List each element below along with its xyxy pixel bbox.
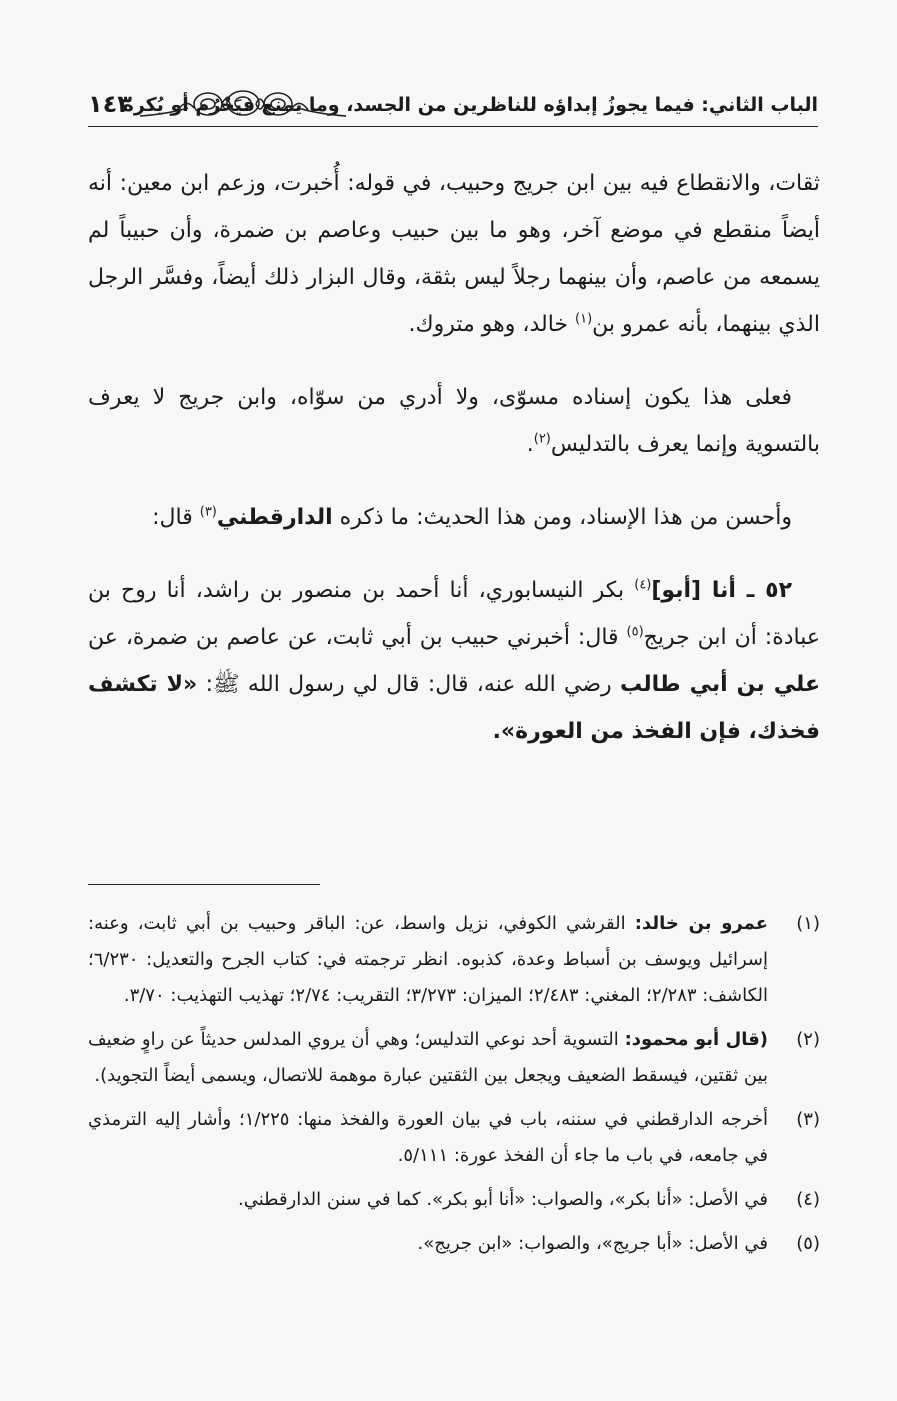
- paragraph-text: .: [526, 432, 534, 457]
- hadith-paragraph: [88, 567, 820, 755]
- paragraph: [88, 374, 820, 468]
- footnote: [88, 1182, 820, 1218]
- footnote-text: أخرجه الدارقطني في سننه، باب في بيان العورة والفخذ منها: ١/٢٢٥؛ وأشار إليه الترمذي في جامعه، في باب ما جاء أن الفخذ عورة: ٥/١١١.: [88, 1109, 768, 1166]
- footnote-reference: (١): [575, 311, 593, 327]
- footnote-text: القرشي الكوفي، نزيل واسط، عن: الباقر وحبيب بن أبي ثابت، وعنه: إسرائيل ويوسف بن أسباط وعدة، كذبوه. انظر ترجمته في: كتاب الجرح والتعديل: ٦/٢٣٠؛ الكاشف: ٢/٢٨٣؛ المغني: ٢/٤٨٣؛ الميزان: ٣/٢٧٣؛ التقريب: ٢/٧٤؛ تهذيب التهذيب: ٣/٧٠.: [88, 913, 768, 1006]
- narrator-name: علي بن أبي طالب: [620, 672, 820, 697]
- footnote: [88, 906, 820, 1014]
- footnote-text: التسوية أحد نوعي التدليس؛ وهي أن يروي المدلس حديثاً عن راوٍ ضعيف بين ثقتين، فيسقط الضعيف ويجعل بين الثقتين عبارة موهمة للاتصال، ويسمى أيضاً التجويد).: [88, 1029, 768, 1086]
- paragraph-text: ثقات، والانقطاع فيه بين ابن جريج وحبيب، في قوله: أُخبرت، وزعم ابن معين: أنه أيضاً منقطع في موضع آخر، وهو ما بين حبيب وعاصم بن ضمرة، وأن حبيباً لم يسمعه من عاصم، وأن بينهما رجلاً ليس بثقة، وقال البزار ذلك أيضاً، وفسَّر الرجل الذي بينهما، بأنه عمرو بن: [88, 171, 820, 337]
- paragraph-text: خالد، وهو متروك.: [408, 312, 576, 337]
- decorative-ornament-icon: [138, 88, 348, 122]
- footnote-reference: (٥): [626, 624, 644, 640]
- paragraph: [88, 494, 820, 541]
- paragraph-text: رضي الله عنه، قال: قال لي رسول الله ﷺ:: [205, 672, 621, 697]
- chapter-title: الباب الثاني: فيما يجوزُ إبداؤه للناظرين من الجسد، وما يمنع فيَحْرُم أو يُكره: [122, 94, 818, 116]
- footnote-reference: (٤): [634, 577, 652, 593]
- header-divider: [88, 126, 818, 127]
- paragraph-text: قال: أخبرني حبيب بن أبي ثابت، عن عاصم بن ضمرة، عن: [88, 625, 627, 650]
- footnote: [88, 1226, 820, 1262]
- footnote-heading: عمرو بن خالد:: [634, 913, 768, 934]
- paragraph-text: قال:: [152, 505, 200, 530]
- footnotes: [88, 906, 820, 1270]
- page-number: ١٤٣: [88, 90, 132, 118]
- running-header: [88, 88, 818, 128]
- hadith-quote: «لا تكشف فخذك، فإن الفخذ من العورة».: [88, 672, 820, 744]
- footnote-number: (٥): [796, 1233, 820, 1254]
- paragraph-text: بكر النيسابوري، أنا أحمد بن منصور بن راشد، أنا روح بن عبادة: أن ابن جريج: [88, 578, 821, 650]
- footnote-number: (٤): [796, 1189, 820, 1210]
- footnote: [88, 1022, 820, 1094]
- footnote-divider: [88, 884, 320, 885]
- footnote-text: في الأصل: «أنا بكر»، والصواب: «أنا أبو بكر». كما في سنن الدارقطني.: [238, 1189, 768, 1210]
- paragraph: [88, 160, 820, 348]
- author-name: الدارقطني: [216, 505, 333, 530]
- footnote: [88, 1102, 820, 1174]
- paragraph-text: وأحسن من هذا الإسناد، ومن هذا الحديث: ما ذكره: [332, 505, 792, 530]
- footnote-reference: (٢): [533, 431, 551, 447]
- paragraph-text: فعلى هذا يكون إسناده مسوّى، ولا أدري من سوّاه، وابن جريج لا يعرف بالتسوية وإنما يعرف بالتدليس: [88, 385, 820, 457]
- footnote-number: (٣): [796, 1109, 820, 1130]
- hadith-number: ٥٢ ـ أنا [أبو]: [651, 578, 792, 603]
- footnote-reference: (٣): [199, 504, 217, 520]
- footnote-heading: (قال أبو محمود:: [624, 1029, 768, 1050]
- main-text: [88, 160, 820, 781]
- footnote-number: (٢): [796, 1029, 820, 1050]
- footnote-text: في الأصل: «أبا جريج»، والصواب: «ابن جريج».: [417, 1233, 768, 1254]
- footnote-number: (١): [796, 913, 820, 934]
